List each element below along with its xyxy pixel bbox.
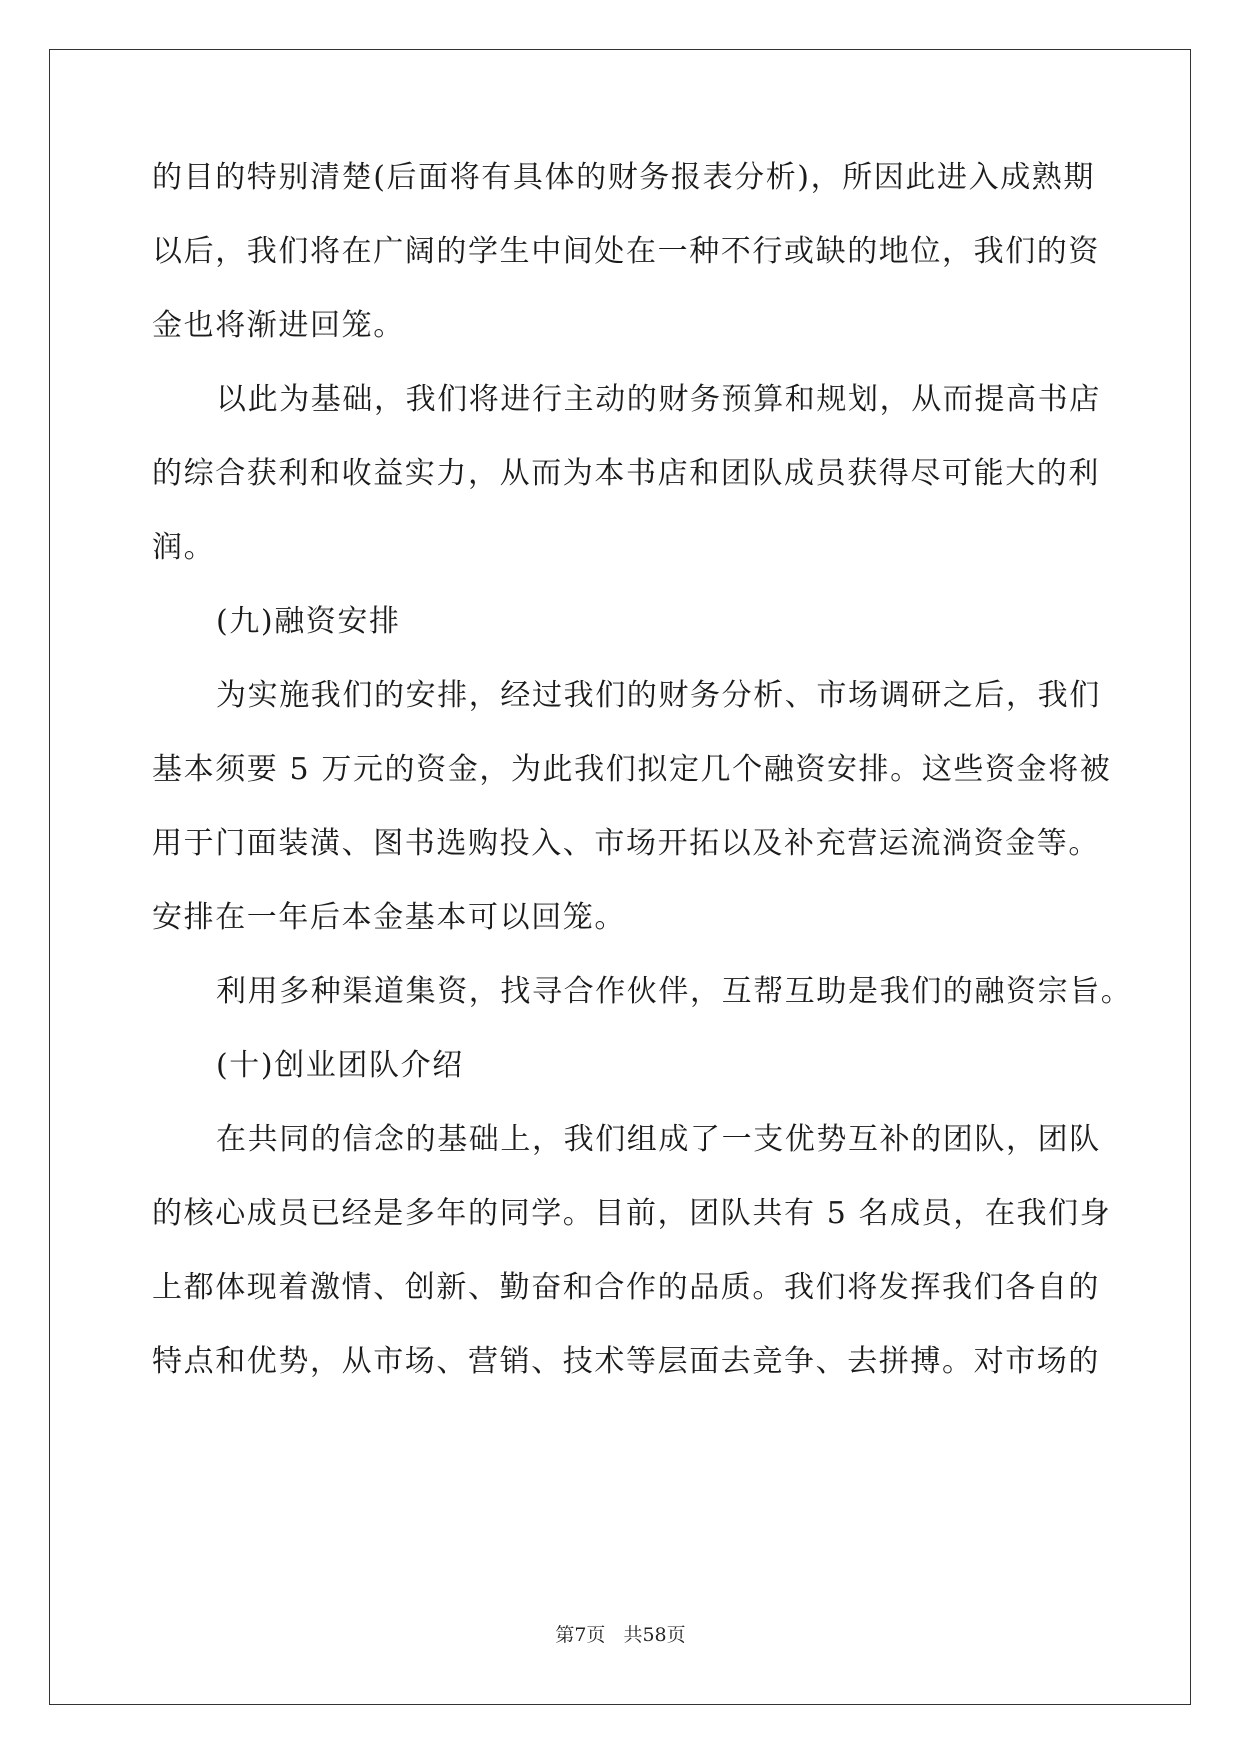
text-line: 以此为基础，我们将进行主动的财务预算和规划，从而提高书店 (216, 382, 1101, 417)
text-line: 的综合获利和收益实力，从而为本书店和团队成员获得尽可能大的利 (152, 456, 1100, 491)
text-line: 金也将渐进回笼。 (152, 308, 405, 343)
text-line: 润。 (152, 530, 216, 565)
text-line: 利用多种渠道集资，找寻合作伙伴，互帮互助是我们的融资宗旨。 (216, 974, 1133, 1009)
section-heading: (九)融资安排 (216, 604, 401, 639)
text-line: 在共同的信念的基础上，我们组成了一支优势互补的团队，团队 (216, 1122, 1101, 1157)
section-heading: (十)创业团队介绍 (216, 1048, 464, 1083)
text-line: 用于门面装潢、图书选购投入、市场开拓以及补充营运流淌资金等。 (152, 826, 1100, 861)
page-footer (0, 1623, 1241, 1647)
page-number-current: 第7页 (555, 1624, 606, 1646)
text-line: 为实施我们的安排，经过我们的财务分析、市场调研之后，我们 (216, 678, 1101, 713)
page-number-total: 共58页 (623, 1624, 686, 1646)
text-line: 特点和优势，从市场、营销、技术等层面去竞争、去拼搏。对市场的 (152, 1344, 1100, 1379)
text-line: 的目的特别清楚(后面将有具体的财务报表分析)，所因此进入成熟期 (152, 160, 1096, 195)
text-line: 上都体现着激情、创新、勤奋和合作的品质。我们将发挥我们各自的 (152, 1270, 1100, 1305)
text-line: 基本须要 5 万元的资金，为此我们拟定几个融资安排。这些资金将被 (152, 752, 1112, 787)
text-line: 安排在一年后本金基本可以回笼。 (152, 900, 626, 935)
text-line: 的核心成员已经是多年的同学。目前，团队共有 5 名成员，在我们身 (152, 1196, 1112, 1231)
text-line: 以后，我们将在广阔的学生中间处在一种不行或缺的地位，我们的资 (152, 234, 1100, 269)
page-border (49, 49, 1191, 1705)
